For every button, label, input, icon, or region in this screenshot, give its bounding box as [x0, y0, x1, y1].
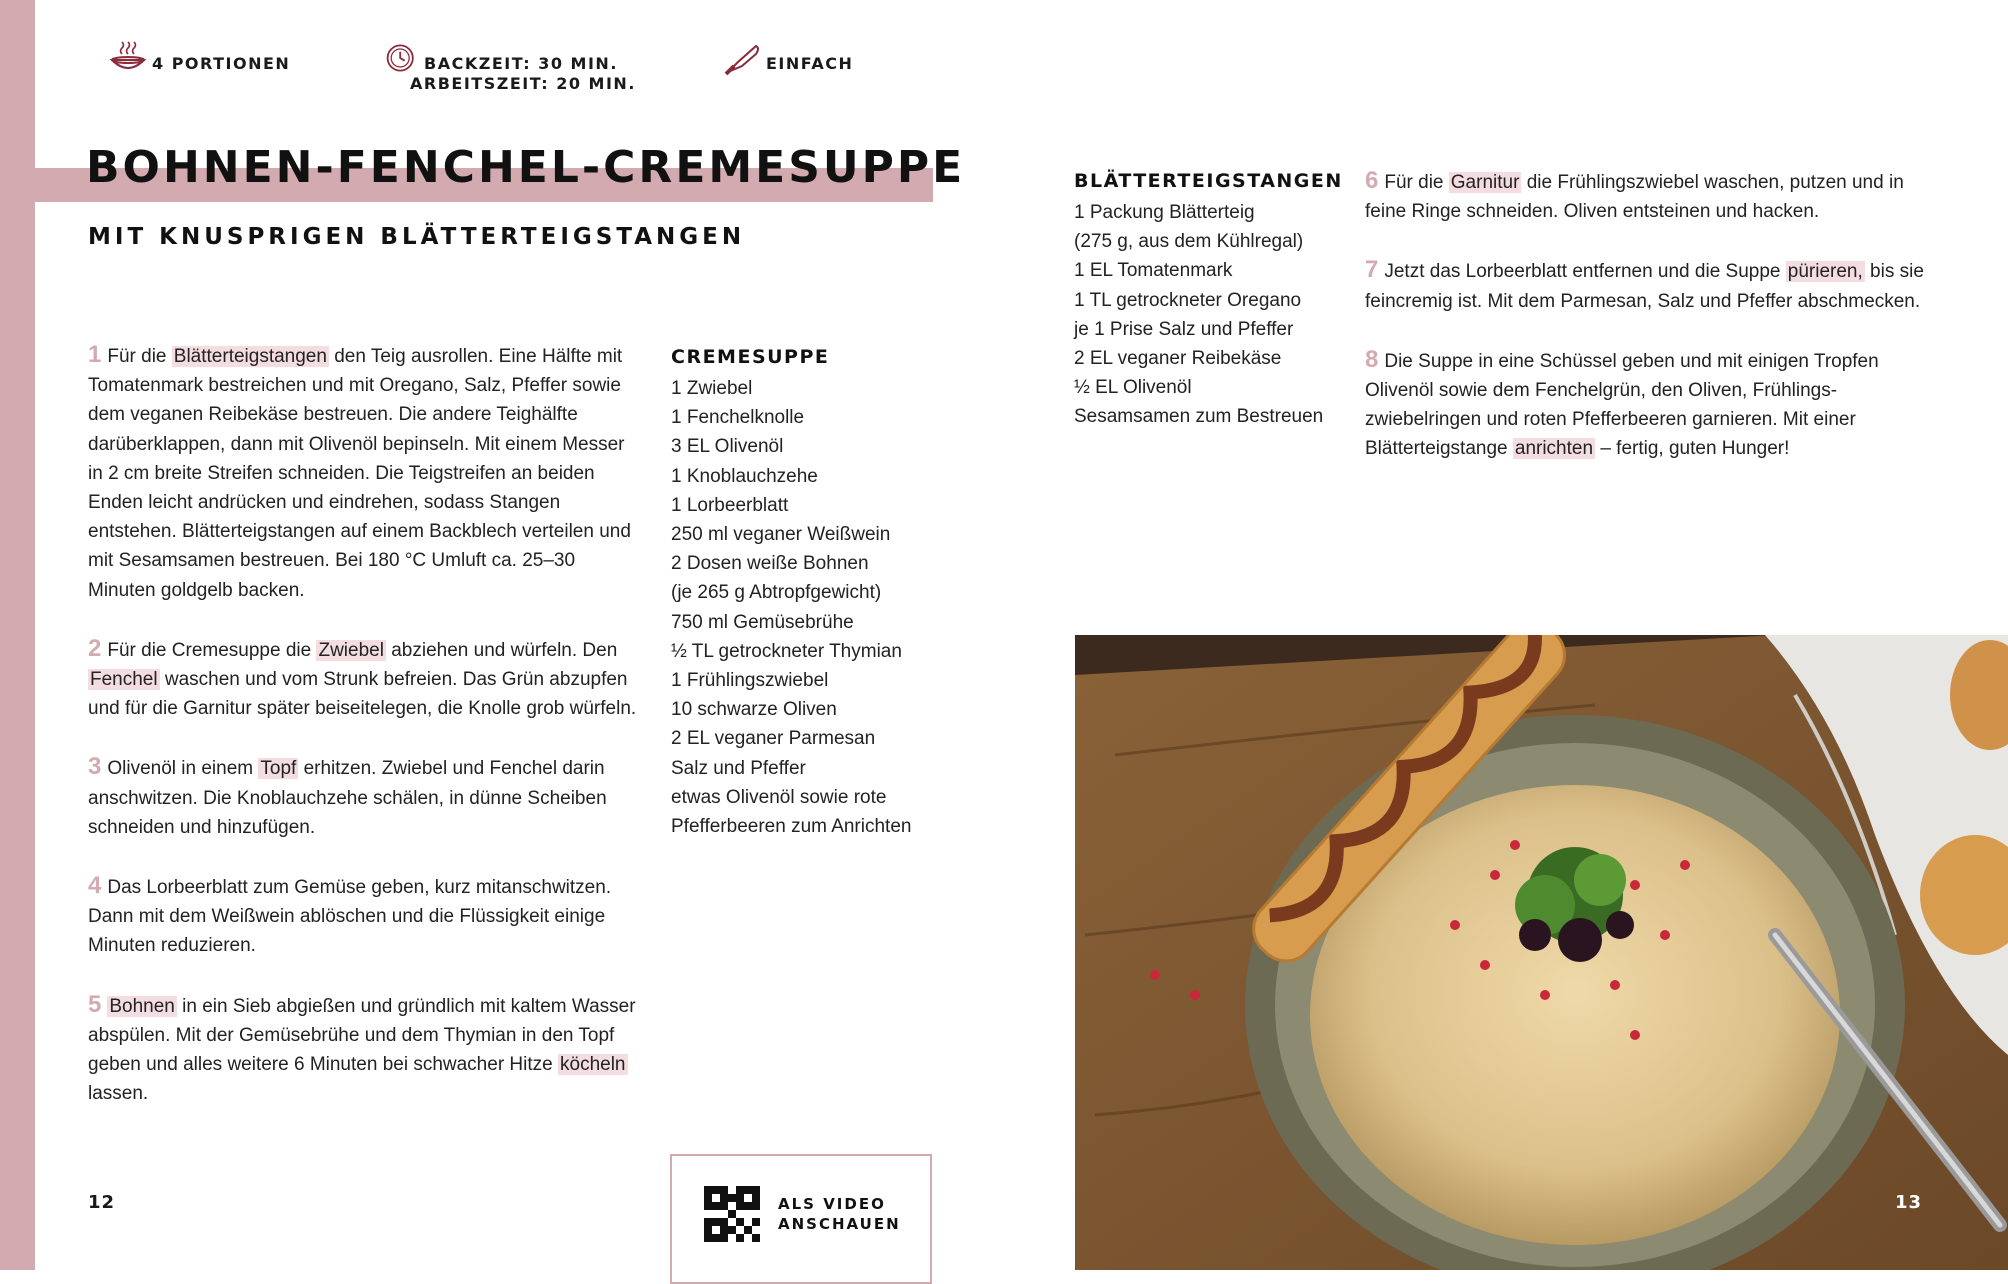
- ingredients-heading: CREMESUPPE: [671, 346, 830, 368]
- highlight: Zwiebel: [318, 639, 384, 661]
- step-number: 6: [1365, 167, 1379, 194]
- ingredient-item: ½ TL getrockneter Thymian: [671, 640, 902, 662]
- ingredient-item: 2 EL veganer Parmesan: [671, 728, 876, 750]
- ingredient-item: 1 TL getrockneter Oregano: [1074, 289, 1302, 311]
- step-6: 6 Für die Garnitur die Frühlingszwiebel waschen, putzen und in feine Ringe schneiden. Oliven entsteinen und hacken.: [1365, 167, 1904, 223]
- step-8: 8 Die Suppe in eine Schüssel geben und mit einigen Tropfen Olivenöl sowie dem Fenchelgrün, den Oliven, Frühlingszwiebelringen und roten Pfefferbeeren garnieren. Mit einer Blätterteigstange anrichten – fertig, guten Hunger!: [1365, 345, 1879, 460]
- ingredient-item: 1 Zwiebel: [671, 378, 753, 399]
- ingredient-item: 1 Packung Blätterteig: [1074, 202, 1255, 223]
- steps-left-column: [88, 340, 644, 1137]
- video-link-box[interactable]: [670, 1154, 932, 1284]
- ingredient-item: 10 schwarze Oliven: [671, 699, 837, 721]
- ingredients-blaetterteig: [1074, 164, 1343, 432]
- step-7: 7 Jetzt das Lorbeerblatt entfernen und die Suppe pürieren, bis sie feincremig ist. Mit dem Parmesan, Salz und Pfeffer abschmecken.: [1365, 256, 1924, 312]
- ingredient-item: 1 EL Tomatenmark: [1074, 260, 1233, 282]
- steps-right-column: [1365, 166, 1945, 493]
- step-2: 2 Für die Cremesuppe die Zwiebel abziehen und würfeln. Den Fenchel waschen und vom Strunk befreien. Das Grün abzupfen und für die Garnitur später beiseitelegen, die Knolle grob würfeln.: [88, 634, 637, 720]
- ingredient-item: Salz und Pfeffer: [671, 757, 806, 779]
- highlight: Fenchel: [90, 669, 158, 691]
- page-number-right: 13: [1895, 1192, 1923, 1213]
- ingredient-item: 250 ml veganer Weißwein: [671, 524, 891, 546]
- portions-meta: [108, 40, 290, 76]
- clock-icon: [384, 40, 420, 76]
- soup-photo-illustration: [1075, 635, 2008, 1270]
- page-title: BOHNEN-FENCHEL-CREMESUPPE: [86, 142, 966, 193]
- page-subtitle: MIT KNUSPRIGEN BLÄTTERTEIGSTANGEN: [88, 224, 746, 250]
- ingredient-item: (275 g, aus dem Kühlregal): [1074, 231, 1304, 253]
- left-accent-bar: [0, 0, 35, 1270]
- highlight: pürieren,: [1787, 261, 1863, 283]
- step-number: 1: [88, 341, 102, 368]
- step-number: 3: [88, 753, 102, 781]
- step-number: 5: [88, 990, 102, 1018]
- bake-time-text: BACKZEIT: 30 MIN.: [424, 54, 618, 73]
- video-link-text: ALS VIDEO ANSCHAUEN: [778, 1195, 901, 1233]
- step-number: 8: [1365, 345, 1379, 373]
- step-1: 1 Für die Blätterteigstangen den Teig ausrollen. Eine Hälfte mit Tomatenmark bestreichen und mit Oregano, Salz, Pfeffer sowie dem veganen Reibekäse bestreuen. Die andere Teighälfte darüberklappen, dann mit Olivenöl bepinseln. Mit einem Messer in 2 cm breite Streifen schneiden. Die Teigstreifen an beiden Enden leicht andrücken und eindrehen, sodass Stangen entstehen. Blätterteigstangen auf einem Backblech verteilen und mit Sesamsamen bestreuen. Bei 180 °C Umluft ca. 25–30 Minuten goldgelb backen.: [88, 341, 631, 601]
- ingredient-item: Pfefferbeeren zum Anrichten: [671, 816, 912, 838]
- qr-code-icon: [704, 1186, 760, 1242]
- ingredient-item: 1 Frühlingszwiebel: [671, 670, 829, 692]
- highlight: anrichten: [1514, 438, 1594, 460]
- step-number: 2: [88, 634, 102, 662]
- highlight: Garnitur: [1450, 172, 1520, 193]
- portions-text: 4 PORTIONEN: [152, 54, 291, 73]
- ingredient-item: 2 EL veganer Reibekäse: [1074, 348, 1282, 370]
- ingredient-item: 1 Knoblauchzehe: [671, 465, 818, 487]
- ingredient-item: ½ EL Olivenöl: [1074, 377, 1192, 399]
- difficulty-meta: [722, 40, 853, 76]
- work-time-text: ARBEITSZEIT: 20 MIN.: [410, 74, 636, 93]
- difficulty-text: EINFACH: [766, 54, 854, 73]
- highlight: Bohnen: [109, 995, 175, 1017]
- highlight: köcheln: [560, 1054, 626, 1076]
- ingredient-item: etwas Olivenöl sowie rote: [671, 786, 887, 808]
- ingredient-item: 1 Lorbeerblatt: [671, 494, 789, 516]
- soup-photo: [1075, 635, 2008, 1270]
- page-number-left: 12: [88, 1192, 116, 1213]
- ingredient-item: (je 265 g Abtropfgewicht): [671, 582, 882, 604]
- step-number: 7: [1365, 256, 1379, 284]
- step-4: 4 Das Lorbeerblatt zum Gemüse geben, kurz mitanschwitzen. Dann mit dem Weißwein ablöschen und die Flüssigkeit einige Minuten reduzieren.: [88, 872, 612, 957]
- knife-icon: [722, 40, 762, 76]
- ingredient-item: 2 Dosen weiße Bohnen: [671, 553, 869, 575]
- step-number: 4: [88, 872, 102, 900]
- ingredients-heading: BLÄTTERTEIGSTANGEN: [1074, 170, 1343, 192]
- soup-bowl-icon: [108, 40, 148, 76]
- ingredient-item: Sesamsamen zum Bestreuen: [1074, 406, 1324, 428]
- ingredient-item: je 1 Prise Salz und Pfeffer: [1074, 318, 1294, 340]
- ingredient-item: 1 Fenchelknolle: [671, 407, 805, 429]
- step-5: 5 Bohnen in ein Sieb abgießen und gründlich mit kaltem Wasser abspülen. Mit der Gemüsebrühe und dem Thymian in den Topf geben und alles weitere 6 Minuten bei schwacher Hitze köcheln lassen.: [88, 990, 636, 1105]
- highlight: Topf: [260, 758, 297, 780]
- ingredient-item: 750 ml Gemüsebrühe: [671, 611, 854, 633]
- highlight: Blätterteigstangen: [173, 346, 327, 367]
- ingredient-item: 3 EL Olivenöl: [671, 436, 784, 458]
- time-meta: [384, 40, 636, 94]
- step-3: 3 Olivenöl in einem Topf erhitzen. Zwiebel und Fenchel darin anschwitzen. Die Knoblauchzehe schälen, in dünne Scheiben schneiden und hinzufügen.: [88, 753, 607, 838]
- ingredients-cremesuppe: [671, 340, 911, 841]
